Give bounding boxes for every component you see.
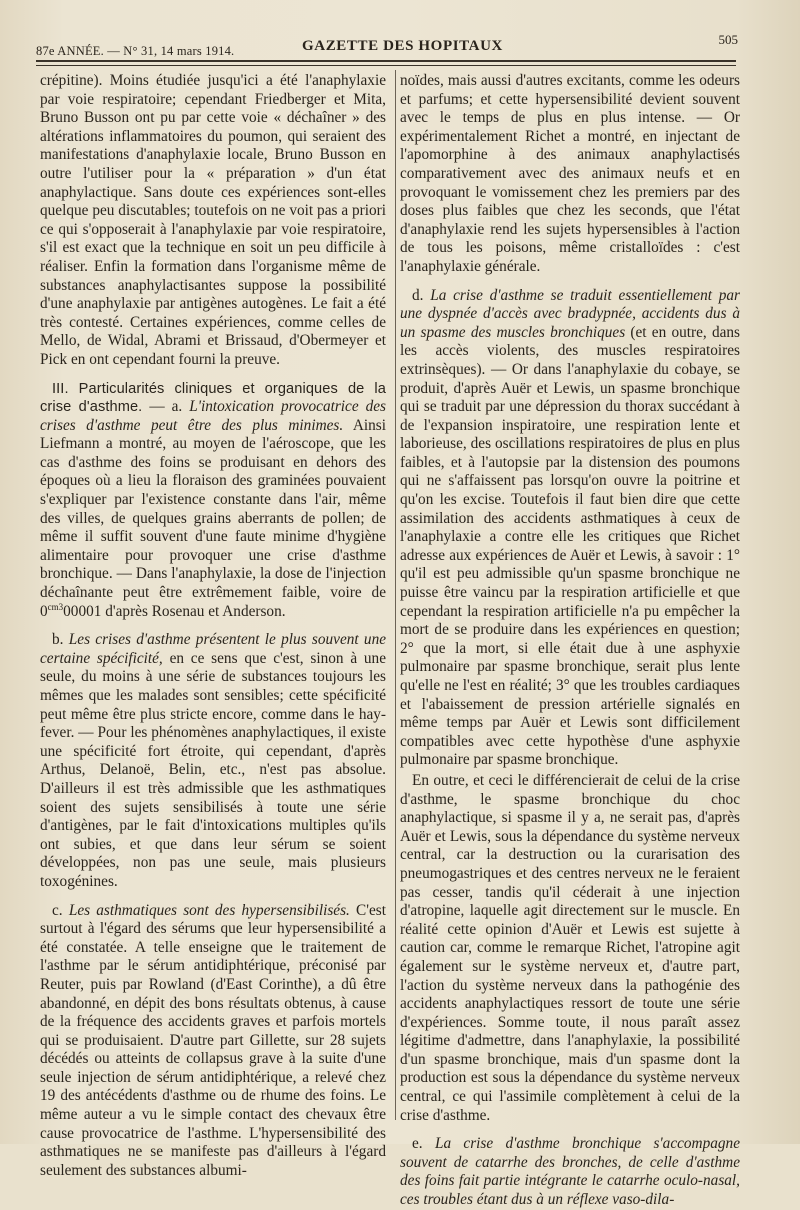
section-c-title: Les asthmatiques sont des hypersensibilisés. [68, 901, 350, 919]
section-e-title: La crise d'asthme bronchique s'accompagne souvent de catarrhe des bronches, de celle d'asthme des foins fait partie intégrante le catarrhe oculo-nasal, ces troubles étant dus à un réflexe vaso-dila- [400, 1135, 740, 1209]
section-d-title: La crise d'asthme se traduit essentiellement par une dyspnée d'accès avec bradypnée, accidents dus à un spasme des muscles bronchiques [400, 286, 740, 341]
paragraph-continuation: noïdes, mais aussi d'autres excitants, comme les odeurs et parfums; et cette hypersensibilité devient souvent avec le temps de plus en plus intense. — Or expérimentalement Richet a montré, en injectant de l'apomorphine à des animaux anaphylactisés comparativement avec des animaux neufs et en provoquant le vomissement chez les premiers par des doses plus faibles que chez les seconds, que l'état d'anaphylaxie rend les sujets hypersensibles à l'action de tous les poisons, même cristalloïdes : c'est l'anaphylaxie générale. [400, 72, 740, 275]
section-a-title: L'intoxication provocatrice des crises d'asthme peut être des plus minimes. [40, 398, 386, 434]
left-column [40, 72, 386, 1180]
journal-title: GAZETTE DES HOPITAUX [302, 38, 503, 54]
section-d-body: (et en outre, dans les accès violents, des muscles respiratoires extrinsèques). — Or dans l'anaphylaxie du cobaye, se produit, d'après Auër et Lewis, un spasme bronchique qui se traduit par une dépression du thorax succédant à de l'expansion inspiratoire, une respiration lente et laborieuse, des oscillations respiratoires de plus en plus faibles, et à l'autopsie par la distension des poumons qui ne s'affaissent pas lorsqu'on ouvre la poitrine et qu'on les excise. Toutefois il faut bien dire que cette assimilation des accidents asthmatiques à ceux de l'anaphylaxie a contre elle les critiques que Richet adresse aux expériences de Auër et Lewis, à savoir : 1° qu'il est peu admissible qu'un spasme bronchique ne puisse être vaincu par la respiration artificielle et que cependant la respiration artificielle n'a pu empêcher la mort de se produire dans les expériences en question; 2° que la mort, si elle était due à une asphyxie pulmonaire par spasme bronchique, serait plus lente qu'elle ne l'est en réalité; 3° que les troubles cardiaques et l'abaissement de pression artérielle signalés en même temps par Auër et Lewis sont difficilement compatibles avec cette hypothèse d'une asphyxie pulmonaire par spasme bronchique. [400, 323, 740, 769]
header-rule-thick [36, 60, 736, 62]
unit-superscript: cm3 [47, 601, 64, 612]
paragraph-respiratory: crépitine). Moins étudiée jusqu'ici a été l'anaphylaxie par voie respiratoire; cependant Friedberger et Mita, Bruno Busson ont pu par cette voie « déchaîner » des altérations inflammatoires du poumon, qui seraient des manifestations d'anaphylaxie locale, Bruno Busson en outre l'utiliser pour la « préparation » d'un état anaphylactique. Sans doute ces expériences sont-elles quelque peu discutables; toutefois on ne voit pas a priori ce qui s'opposerait à l'anaphylaxie par voie respiratoire, s'il est exact que la technique en soit un peu difficile à réaliser. Enfin la formation dans l'organisme même de substances anaphylactisantes suppose la possibilité d'une anaphylaxie par antigènes autogènes. Le fait a été très contesté. Certaines expériences, comme celles de Mello, de Widal, Abrami et Brissaud, d'Obermeyer et Pick en ont cependant fourni la preuve. [40, 72, 386, 368]
paragraph-b [40, 631, 386, 891]
page-header [36, 30, 742, 60]
section-b-body: en ce sens que c'est, sinon à une seule, du moins à une série de substances toujours les mêmes que les malades sont sensibles; cette spécificité peut même être plus stricte encore, comme dans le hay-fever. — Pour les phénomènes anaphylactiques, il existe une spécificité fort étroite, qui cependant, d'après Arthus, Delanoë, Belin, etc., n'est pas absolue. D'ailleurs il est très admissible que les asthmatiques soient des sujets sensibilisés à toute une série d'antigènes, par le fait d'intoxications multiples qu'ils ont subies, et que dans leur sérum se soient développées, non pas une seule, mais plusieurs toxogénines. [40, 649, 386, 890]
section-a-lead: — a. [142, 398, 190, 416]
paragraph-e [400, 1135, 740, 1209]
paragraph-en-outre: En outre, et ceci le différencierait de celui de la crise d'asthme, le spasme bronchique du choc anaphylactique, si spasme il y a, ne serait pas, d'après Auër et Lewis, sous la dépendance du système nerveux central, car la destruction ou la curarisation des pneumogastriques et des centres nerveux ne le feraient pas cesser, tandis qu'il céderait à une injection d'atropine, laquelle agit directement sur le muscle. En réalité cette opinion d'Auër et Lewis est sujette à caution car, comme le remarque Richet, l'atropine agit également sur le système nerveux et, d'autre part, l'action du système nerveux dans la pathogénie des accidents anaphylactiques ressort de toute une série d'expériences. Somme toute, il nous paraît assez légitime d'admettre, dans l'anaphylaxie, la possibilité d'un spasme bronchique, mais d'un spasme dont la production est sous la dépendance du système nerveux central, ce qui l'assimile complètement à celui de la crise d'asthme. [400, 771, 740, 1124]
issue-info: 87e ANNÉE. — N° 31, 14 mars 1914. [36, 44, 235, 58]
column-divider [395, 70, 396, 1120]
paragraph-section-iii [40, 380, 386, 622]
section-heading: III. Particularités cliniques et organiques de la crise d'asthme. [40, 380, 386, 416]
section-c-lead: c. [52, 901, 69, 919]
paragraph-d [400, 287, 740, 770]
section-a-body-end: 00001 d'après Rosenau et Anderson. [63, 602, 286, 620]
section-e-lead: e. [412, 1135, 435, 1153]
header-rule-thin [36, 65, 736, 66]
page-number: 505 [718, 32, 738, 47]
right-column [400, 72, 740, 1210]
section-b-lead: b. [52, 631, 69, 649]
section-a-body: Ainsi Liefmann a montré, au moyen de l'aéroscope, que les cas d'asthme des foins se produisant en dehors des époques où a lieu la floraison des graminées pouvaient s'expliquer par l'existence constante dans l'air, même des villes, de quelques grains aberrants de pollen; de même il suffit souvent d'une faute minime d'hygiène alimentaire pour provoquer une crise d'asthme bronchique. — Dans l'anaphylaxie, la dose de l'injection déchaînante peut être extrêmement faible, voire de 0 [40, 416, 386, 620]
section-c-body: C'est surtout à l'égard des sérums que leur hypersensibilité a été constatée. A telle enseigne que le traitement de l'asthme par le sérum antidiphtérique, préconisé par Reuter, puis par Rowland (d'East Corinthe), a dû être abandonné, en dépit des bons résultats obtenus, à cause de la fréquence des accidents graves et parfois mortels qui se produisaient. D'autre part Gillette, sur 28 sujets décédés ou atteints de collapsus grave à la suite d'une seule injection de sérum antidiphtérique, a relevé chez 19 des antécédents d'asthme ou de rhume des foins. Le même auteur a vu le simple contact des chevaux être cause provocatrice de l'asthme. L'hypersensibilité des asthmatiques ne se manifeste pas d'ailleurs à l'égard seulement des substances albumi- [40, 901, 386, 1179]
section-d-lead: d. [412, 286, 431, 304]
section-b-title: Les crises d'asthme présentent le plus souvent une certaine spécificité, [40, 631, 387, 667]
paragraph-c [40, 902, 386, 1181]
